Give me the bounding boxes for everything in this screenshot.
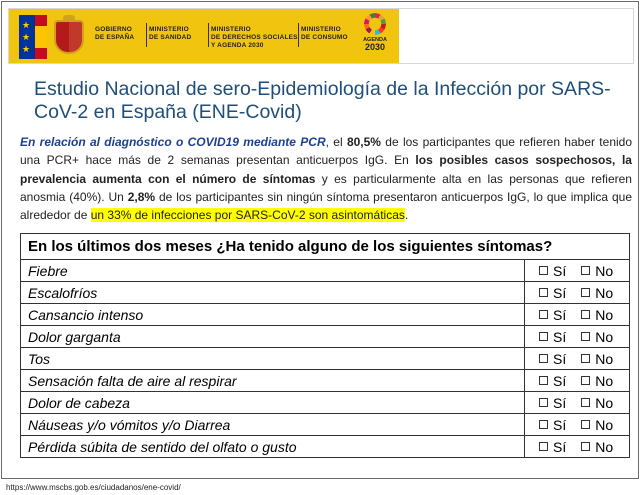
checkbox-icon[interactable] [539,376,548,385]
pcr-percentage: 80,5% [346,135,381,149]
text-span: y es particularmente alta en las personas que refieren anosmia (40%). Un [20,171,632,204]
option-no[interactable] [581,307,613,323]
table-row [21,304,630,326]
option-no[interactable] [581,417,613,433]
checkbox-icon[interactable] [539,288,548,297]
agenda-label: AGENDA [363,37,387,43]
table-row [21,282,630,304]
page-title: Estudio Nacional de sero-Epidemiología de la Infección por SARS-CoV-2 en España (ENE-Covid) [34,78,611,123]
checkbox-icon[interactable] [581,398,590,407]
symptoms-table [20,233,630,458]
symptom-name: Tos [21,348,525,370]
symptom-name: Cansancio intenso [21,304,525,326]
table-row [21,326,630,348]
crest-shield-icon [54,20,84,54]
option-yes[interactable] [539,351,566,367]
symptom-options [525,304,630,326]
option-yes-label: Sí [553,438,567,455]
option-no[interactable] [581,263,613,279]
symptom-options [525,370,630,392]
suspected-cases-text: los posibles casos sospechosos, la prevalencia aumenta con el número de síntomas [20,153,632,186]
table-row [21,436,630,458]
institution-consumo: MINISTERIO DE CONSUMO [301,26,348,41]
symptom-options [525,392,630,414]
option-no-label: No [595,394,614,411]
symptom-name: Pérdida súbita de sentido del olfato o gusto [21,436,525,458]
option-yes-label: Sí [553,372,567,389]
option-yes[interactable] [539,285,566,301]
institution-gobierno: GOBIERNO DE ESPAÑA [95,26,135,41]
checkbox-icon[interactable] [581,310,590,319]
eu-flag-icon [19,15,35,59]
institution-derechos-sociales: MINISTERIO DE DERECHOS SOCIALES Y AGENDA 2030 [211,26,298,49]
symptoms-table-body [21,260,630,458]
checkbox-icon[interactable] [539,398,548,407]
coat-of-arms-icon [49,17,89,57]
option-no-label: No [595,284,614,301]
table-row [21,392,630,414]
option-no[interactable] [581,329,613,345]
table-row [21,370,630,392]
option-no[interactable] [581,395,613,411]
agenda-year: 2030 [364,42,386,52]
highlighted-conclusion: un 33% de infecciones por SARS-CoV-2 son asintomáticas [90,208,405,223]
option-no-label: No [595,438,614,455]
table-row [21,414,630,436]
symptom-options [525,436,630,458]
symptom-name: Fiebre [21,260,525,282]
checkbox-icon[interactable] [539,332,548,341]
checkbox-icon[interactable] [539,442,548,451]
checkbox-icon[interactable] [581,442,590,451]
text-span: , el [325,135,347,149]
checkbox-icon[interactable] [581,266,590,275]
checkbox-icon[interactable] [539,420,548,429]
pcr-lead: En relación al diagnóstico o COVID19 mediante PCR [20,135,326,149]
option-yes-label: Sí [553,284,567,301]
option-yes[interactable] [539,395,566,411]
institution-sanidad: MINISTERIO DE SANIDAD [149,26,192,41]
text-span: de los participantes que refieren haber tenido una PCR+ hace más de 2 semanas presentan anticuerpos IgG. En [20,135,633,168]
text-span: de los participantes sin ningún síntoma presentaron anticuerpos IgG, lo que implica que alrededor de [20,189,632,223]
checkbox-icon[interactable] [581,376,590,385]
symptom-name: Dolor de cabeza [21,392,525,414]
option-yes-label: Sí [553,262,567,279]
divider [208,23,209,47]
agenda-2030-logo [355,13,395,61]
option-yes[interactable] [539,439,566,455]
summary-paragraph [20,133,632,224]
page-frame [1,1,639,479]
government-header [8,8,634,64]
option-yes-label: Sí [553,416,567,433]
checkbox-icon[interactable] [581,288,590,297]
option-yes[interactable] [539,373,566,389]
divider [146,23,147,47]
option-yes[interactable] [539,417,566,433]
symptom-name: Escalofríos [21,282,525,304]
sdg-wheel-icon [364,13,386,35]
checkbox-icon[interactable] [539,310,548,319]
option-yes[interactable] [539,307,566,323]
option-yes[interactable] [539,329,566,345]
symptom-options [525,326,630,348]
symptom-name: Náuseas y/o vómitos y/o Diarrea [21,414,525,436]
option-no[interactable] [581,351,613,367]
option-yes-label: Sí [553,394,567,411]
option-yes-label: Sí [553,328,567,345]
option-no-label: No [595,350,614,367]
option-yes-label: Sí [553,350,567,367]
option-no-label: No [595,372,614,389]
symptom-options [525,414,630,436]
option-no[interactable] [581,285,613,301]
symptom-options [525,282,630,304]
option-no[interactable] [581,373,613,389]
option-no-label: No [595,262,614,279]
option-no-label: No [595,306,614,323]
checkbox-icon[interactable] [539,354,548,363]
asymptomatic-percentage: 2,8% [127,189,156,204]
checkbox-icon[interactable] [581,332,590,341]
table-row [21,348,630,370]
text-span: . [404,208,409,223]
checkbox-icon[interactable] [539,266,548,275]
table-header: En los últimos dos meses ¿Ha tenido alguno de los siguientes síntomas? [21,234,630,260]
symptom-name: Dolor garganta [21,326,525,348]
checkbox-icon[interactable] [581,354,590,363]
symptom-options [525,348,630,370]
option-yes[interactable] [539,263,566,279]
option-no[interactable] [581,439,613,455]
divider [298,23,299,47]
option-no-label: No [595,416,614,433]
symptom-name: Sensación falta de aire al respirar [21,370,525,392]
table-header-row [21,234,630,260]
option-no-label: No [595,328,614,345]
table-row [21,260,630,282]
source-url: https://www.mscbs.gob.es/ciudadanos/ene-covid/ [6,483,181,492]
symptom-options [525,260,630,282]
checkbox-icon[interactable] [581,420,590,429]
option-yes-label: Sí [553,306,567,323]
